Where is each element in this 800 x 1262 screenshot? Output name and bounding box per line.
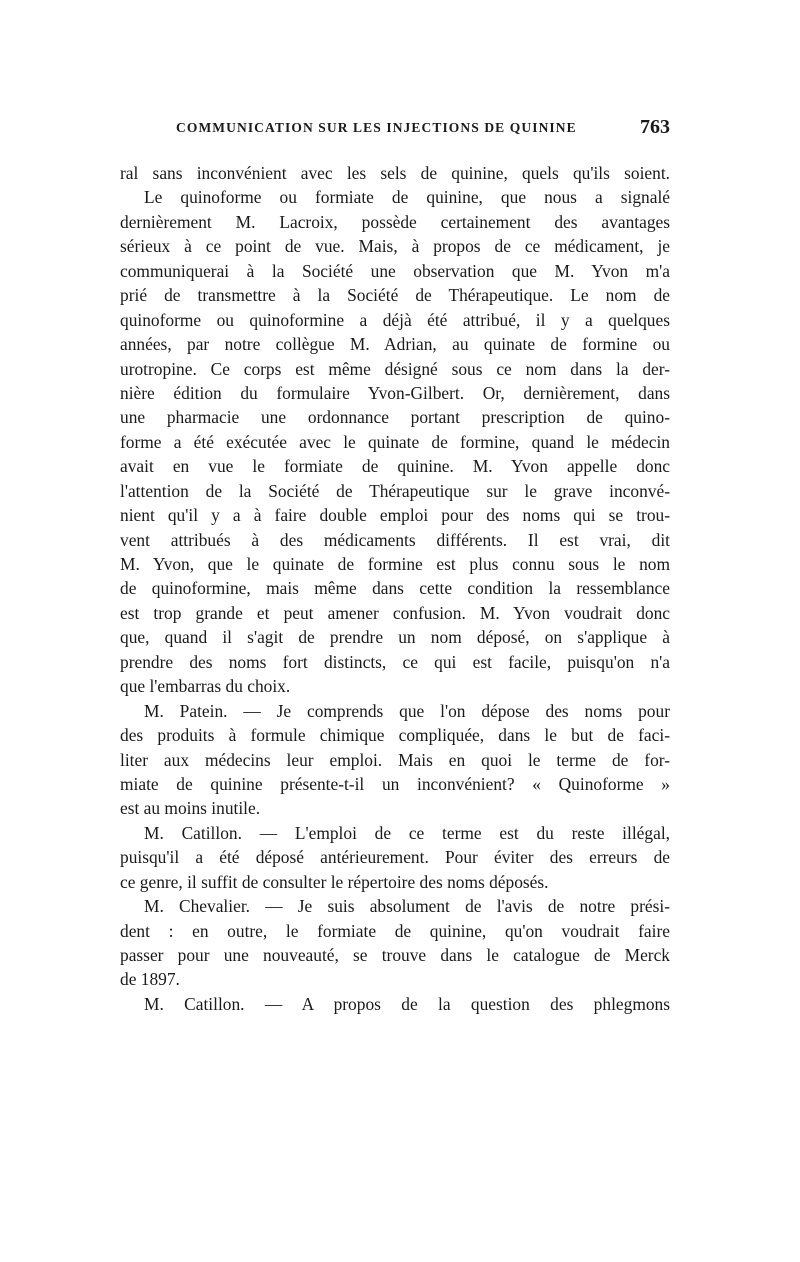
- text-line: dent : en outre, le formiate de quinine, qu'on voudrait faire: [120, 920, 670, 941]
- text-line: M. Catillon. — A propos de la question des phlegmons: [144, 993, 670, 1014]
- text-line: prendre des noms fort distincts, ce qui est facile, puisqu'on n'a: [120, 651, 670, 672]
- text-line: liter aux médecins leur emploi. Mais en quoi le terme de for-: [120, 749, 670, 770]
- text-line: sérieux à ce point de vue. Mais, à propos de ce médicament, je: [120, 236, 670, 257]
- running-title: COMMUNICATION SUR LES INJECTIONS DE QUININE: [176, 120, 577, 135]
- text-line: communiquerai à la Société une observation que M. Yvon m'a: [120, 260, 670, 281]
- text-line: urotropine. Ce corps est même désigné sous ce nom dans la der-: [120, 358, 670, 379]
- text-line: de 1897.: [120, 969, 180, 990]
- text-line: des produits à formule chimique compliquée, dans le but de faci-: [120, 725, 670, 746]
- text-line: forme a été exécutée avec le quinate de formine, quand le médecin: [120, 431, 670, 452]
- text-line: dernièrement M. Lacroix, possède certainement des avantages: [120, 211, 670, 232]
- text-line: prié de transmettre à la Société de Thérapeutique. Le nom de: [120, 285, 670, 306]
- text-line: que l'embarras du choix.: [120, 676, 291, 697]
- text-line: une pharmacie une ordonnance portant prescription de quino-: [120, 407, 670, 428]
- text-line: miate de quinine présente-t-il un inconvénient? « Quinoforme »: [120, 773, 670, 794]
- text-line: l'attention de la Société de Thérapeutique sur le grave inconvé-: [120, 480, 670, 501]
- body-text: [120, 161, 670, 1016]
- text-line: avait en vue le formiate de quinine. M. Yvon appelle donc: [120, 456, 670, 477]
- text-line: que, quand il s'agit de prendre un nom déposé, on s'applique à: [120, 627, 670, 648]
- text-line: ral sans inconvénient avec les sels de quinine, quels qu'ils soient.: [120, 163, 670, 183]
- text-line: de quinoformine, mais même dans cette condition la ressemblance: [120, 578, 670, 599]
- text-line: puisqu'il a été déposé antérieurement. Pour éviter des erreurs de: [120, 847, 670, 868]
- text-line: nient qu'il y a à faire double emploi pour des noms qui se trou-: [120, 505, 670, 526]
- text-line: nière édition du formulaire Yvon-Gilbert. Or, dernièrement, dans: [120, 382, 670, 403]
- text-line: M. Chevalier. — Je suis absolument de l'avis de notre prési-: [144, 896, 670, 917]
- text-line: M. Patein. — Je comprends que l'on dépose des noms pour: [144, 700, 670, 721]
- text-line: ce genre, il suffit de consulter le répertoire des noms déposés.: [120, 871, 549, 892]
- text-line: passer pour une nouveauté, se trouve dans le catalogue de Merck: [120, 945, 670, 965]
- text-line: M. Catillon. — L'emploi de ce terme est du reste illégal,: [144, 822, 670, 843]
- text-line: est au moins inutile.: [120, 798, 261, 819]
- text-line: années, par notre collègue M. Adrian, au quinate de formine ou: [120, 334, 670, 355]
- text-line: M. Yvon, que le quinate de formine est plus connu sous le nom: [120, 554, 670, 574]
- text-line: quinoforme ou quinoformine a déjà été attribué, il y a quelques: [120, 309, 670, 330]
- page-header: [120, 116, 670, 146]
- page-number: 763: [640, 116, 670, 138]
- text-line: vent attribués à des médicaments différents. Il est vrai, dit: [120, 529, 670, 550]
- text-line: est trop grande et peut amener confusion. M. Yvon voudrait donc: [120, 602, 670, 623]
- text-line: Le quinoforme ou formiate de quinine, que nous a signalé: [144, 187, 670, 208]
